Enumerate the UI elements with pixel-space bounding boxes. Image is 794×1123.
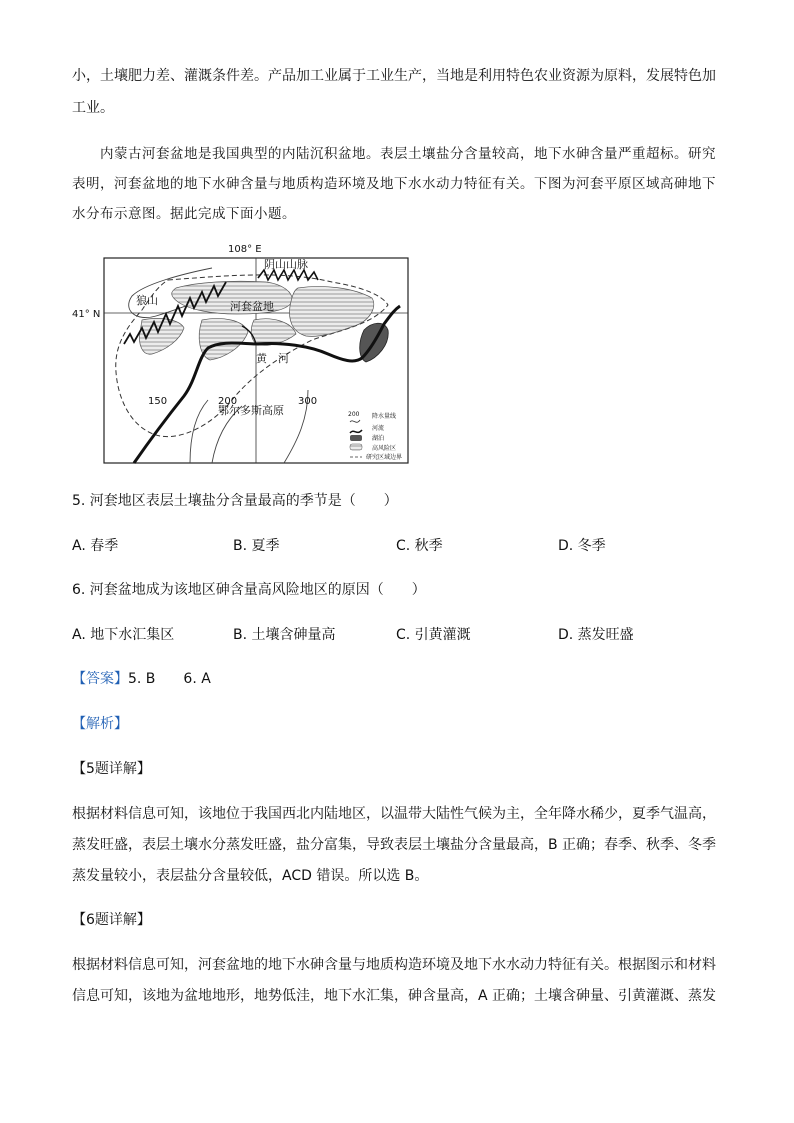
q6-option-c[interactable]: C. 引黄灌溉 (396, 627, 471, 643)
paragraph-line: 信息可知，该地为盆地地形，地势低洼，地下水汇集，砷含量高，A 正确；土壤含砷量、引黄灌溉、蒸发 (72, 988, 717, 1004)
q6-option-d[interactable]: D. 蒸发旺盛 (558, 627, 634, 643)
longitude-label: 108° E (228, 244, 262, 255)
detail-6-title: 【6题详解】 (72, 912, 151, 928)
isoline-value: 200 (218, 396, 238, 407)
q5-option-b[interactable]: B. 夏季 (233, 538, 280, 554)
yinshan-label: 阴山山脉 (264, 258, 308, 271)
legend-item: 湖泊 (372, 435, 385, 442)
q6-option-b[interactable]: B. 土壤含砷量高 (233, 627, 336, 643)
legend-item: 研究区域边界 (366, 454, 403, 461)
huanghe-label: 黄 河 (256, 352, 289, 365)
q5-option-c[interactable]: C. 秋季 (396, 538, 443, 554)
material-line: 表明，河套盆地的地下水砷含量与地质构造环境及地下水水动力特征有关。下图为河套平原区域高砷地下 (72, 176, 716, 192)
answer-line (72, 669, 211, 689)
answer-label: 【答案】 (72, 671, 128, 687)
paragraph-line: 工业。 (72, 100, 114, 116)
question-5-stem: 5. 河套地区表层土壤盐分含量最高的季节是（ ） (72, 493, 398, 509)
isoline-value: 300 (298, 396, 318, 407)
isoline-value: 150 (148, 396, 168, 407)
legend-value: 200 (348, 411, 360, 418)
ordos-label: 鄂尔多斯高原 (218, 404, 284, 417)
answer-text: 5. B 6. A (128, 671, 211, 687)
q5-option-a[interactable]: A. 春季 (72, 538, 119, 554)
legend-item: 河流 (372, 425, 385, 432)
paragraph-line: 蒸发旺盛，表层土壤水分蒸发旺盛，盐分富集，导致表层土壤盐分含量最高，B 正确；春季、秋季、冬季 (72, 837, 717, 853)
legend-item: 降水量线 (372, 413, 397, 420)
hetao-label: 河套盆地 (230, 300, 274, 313)
q6-option-a[interactable]: A. 地下水汇集区 (72, 627, 175, 643)
detail-5-title: 【5题详解】 (72, 761, 151, 777)
analysis-label: 【解析】 (72, 716, 128, 732)
paragraph-line: 小，土壤肥力差、灌溉条件差。产品加工业属于工业生产，当地是利用特色农业资源为原料，发展特色加 (72, 68, 716, 84)
paragraph-line: 蒸发量较小，表层盐分含量较低，ACD 错误。所以选 B。 (72, 868, 429, 884)
paragraph-line: 根据材料信息可知，该地位于我国西北内陆地区，以温带大陆性气候为主，全年降水稀少，夏季气温高， (72, 806, 716, 822)
q5-option-d[interactable]: D. 冬季 (558, 538, 606, 554)
hetao-arsenic-map (72, 240, 412, 466)
langshan-label: 狼山 (136, 294, 158, 307)
legend-item: 高风险区 (372, 445, 397, 452)
question-6-stem: 6. 河套盆地成为该地区砷含量高风险地区的原因（ ） (72, 582, 426, 598)
latitude-label: 41° N (72, 309, 101, 320)
material-line: 内蒙古河套盆地是我国典型的内陆沉积盆地。表层土壤盐分含量较高，地下水砷含量严重超标。研究 (100, 146, 716, 162)
paragraph-line: 根据材料信息可知，河套盆地的地下水砷含量与地质构造环境及地下水水动力特征有关。根据图示和材料 (72, 957, 716, 973)
material-line: 水分布示意图。据此完成下面小题。 (72, 206, 296, 222)
